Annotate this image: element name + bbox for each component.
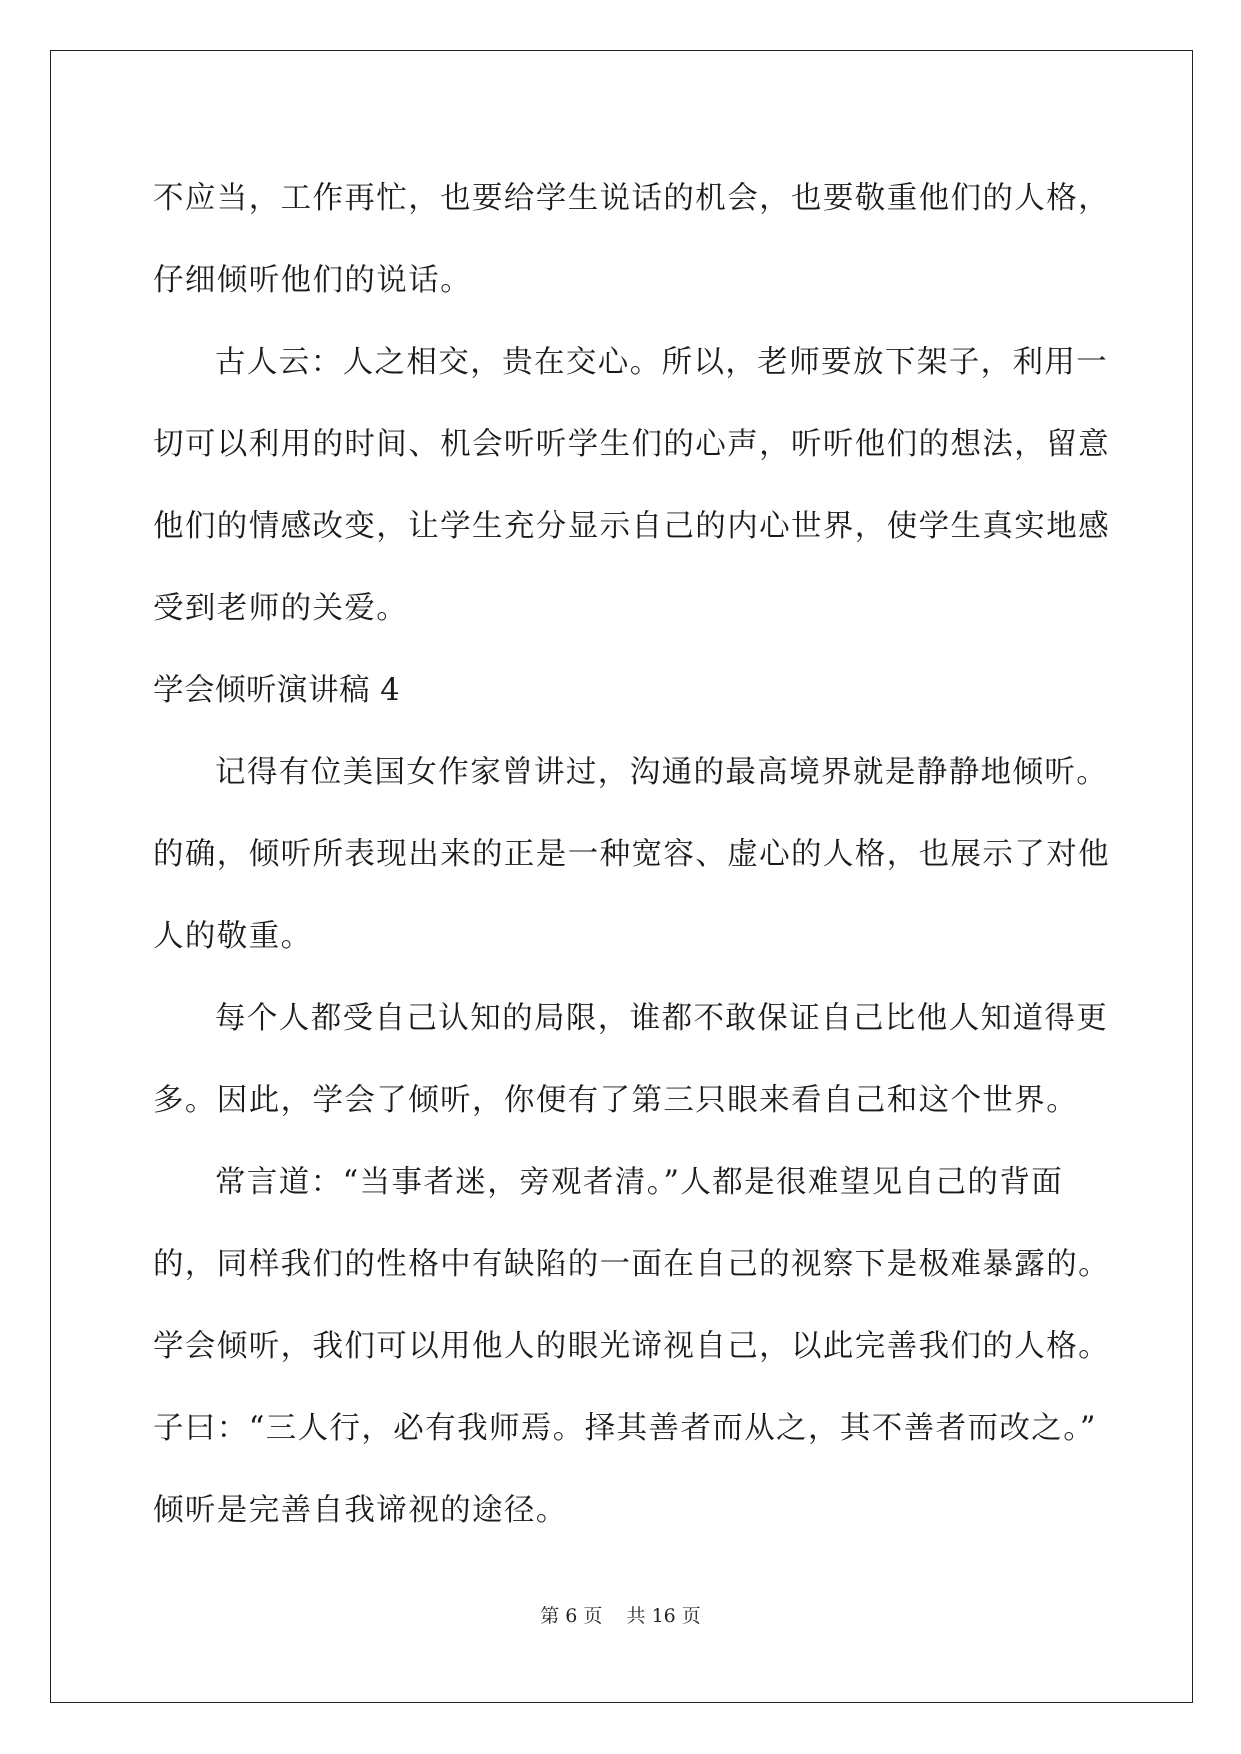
text-line: 人的敬重。 <box>153 919 313 954</box>
text-line: 每个人都受自己认知的局限，谁都不敢保证自己比他人知道得更 <box>215 1001 1109 1036</box>
text-line: 他们的情感改变，让学生充分显示自己的内心世界，使学生真实地感 <box>153 509 1110 544</box>
text-line: 仔细倾听他们的说话。 <box>153 263 472 298</box>
page-number-footer: 第 6 页 共 16 页 <box>540 1605 701 1627</box>
text-line: 记得有位美国女作家曾讲过，沟通的最高境界就是静静地倾听。 <box>215 755 1109 790</box>
text-line: 切可以利用的时间、机会听听学生们的心声，听听他们的想法，留意 <box>153 427 1110 462</box>
text-line: 多。因此，学会了倾听，你便有了第三只眼来看自己和这个世界。 <box>153 1083 1079 1118</box>
text-line: 倾听是完善自我谛视的途径。 <box>153 1493 568 1528</box>
section-heading: 学会倾听演讲稿 4 <box>153 673 401 708</box>
text-line: 常言道：“当事者迷，旁观者清。”人都是很难望见自己的背面 <box>215 1165 1064 1200</box>
text-line: 子曰：“三人行，必有我师焉。择其善者而从之，其不善者而改之。” <box>153 1411 1097 1446</box>
text-line: 学会倾听，我们可以用他人的眼光谛视自己，以此完善我们的人格。 <box>153 1329 1110 1364</box>
text-line: 受到老师的关爱。 <box>153 591 409 626</box>
text-line: 不应当，工作再忙，也要给学生说话的机会，也要敬重他们的人格， <box>153 181 1110 216</box>
text-line: 的确，倾听所表现出来的正是一种宽容、虚心的人格，也展示了对他 <box>153 837 1110 872</box>
text-line: 的，同样我们的性格中有缺陷的一面在自己的视察下是极难暴露的。 <box>153 1247 1110 1282</box>
document-body <box>153 158 1110 1552</box>
text-line: 古人云：人之相交，贵在交心。所以，老师要放下架子，利用一 <box>215 345 1109 380</box>
